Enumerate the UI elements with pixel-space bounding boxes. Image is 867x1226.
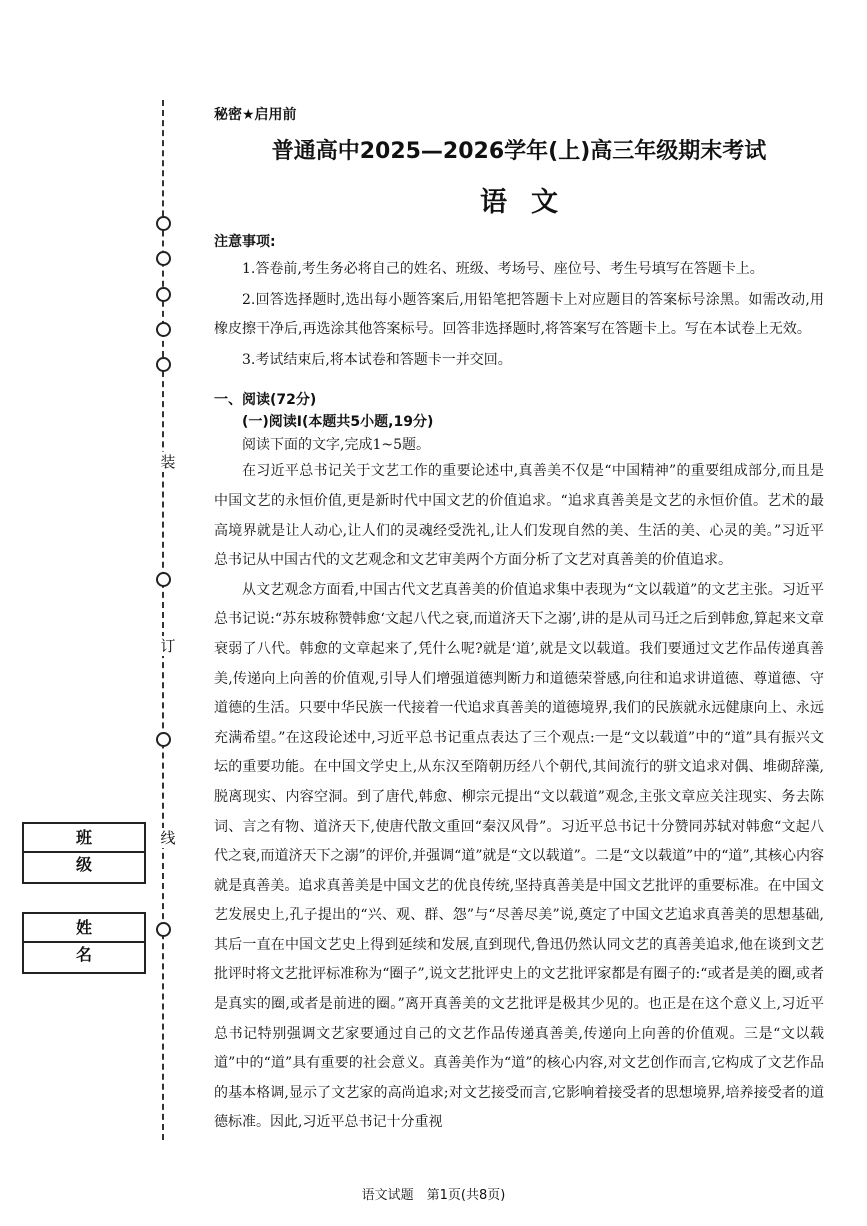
class-label: 班级	[24, 824, 144, 853]
notice-list	[214, 255, 824, 375]
name-label: 姓名	[24, 914, 144, 943]
exam-page-content	[214, 104, 824, 1138]
punch-hole	[156, 322, 171, 337]
punch-hole	[156, 287, 171, 302]
page-footer: 语文试题 第1页(共8页)	[361, 1188, 506, 1203]
binding-char-zhuang: 装	[158, 452, 178, 472]
punch-hole	[156, 732, 171, 747]
binding-char-ding: 订	[158, 636, 178, 656]
notice-heading: 注意事项:	[214, 234, 276, 250]
punch-hole	[156, 251, 171, 266]
punch-hole	[156, 572, 171, 587]
punch-hole	[156, 216, 171, 231]
notice-item: 2.回答选择题时,选出每小题答案后,用铅笔把答题卡上对应题目的答案标号涂黑。如需改动,用橡皮擦干净后,再选涂其他答案标号。回答非选择题时,将答案写在答题卡上。写在本试卷上无效。	[214, 291, 824, 338]
class-box	[22, 822, 146, 884]
section-heading: 一、阅读(72分)	[214, 392, 317, 409]
reading-passage	[214, 457, 824, 1138]
notice-item: 1.答卷前,考生务必将自己的姓名、班级、考场号、座位号、考生号填写在答题卡上。	[242, 261, 764, 277]
passage-paragraph: 从文艺观念方面看,中国古代文艺真善美的价值追求集中表现为“文以载道”的文艺主张。习近平总书记说:“苏东坡称赞韩愈‘文起八代之衰,而道济天下之溺’,讲的是从司马迁之后到韩愈,算起来文章衰弱了八代。韩愈的文章起来了,凭什么呢?就是‘道’,就是文以载道。我们要通过文艺作品传递真善美,传递向上向善的价值观,引导人们增强道德判断力和道德荣誉感,向往和追求讲道德、尊道德、守道德的生活。只要中华民族一代接着一代追求真善美的道德境界,我们的民族就永远健康向上、永远充满希望。”在这段论述中,习近平总书记重点表达了三个观点:一是“文以载道”中的“道”具有振兴文坛的重要功能。在中国文学史上,从东汉至隋朝历经八个朝代,其间流行的骈文追求对偶、堆砌辞藻,脱离现实、内容空洞。到了唐代,韩愈、柳宗元提出“文以载道”观念,主张文章应关注现实、务去陈词、言之有物、道济天下,使唐代散文重回“秦汉风骨”。习近平总书记十分赞同苏轼对韩愈“文起八代之衰,而道济天下之溺”的评价,并强调“道”就是“文以载道”。二是“文以载道”中的“道”,其核心内容就是真善美。追求真善美是中国文艺的优良传统,坚持真善美是中国文艺批评的重要标准。在中国文艺发展史上,孔子提出的“兴、观、群、怨”与“尽善尽美”说,奠定了中国文艺追求真善美的思想基础,其后一直在中国文艺史上得到延续和发展,直到现代,鲁迅仍然认同文艺的真善美追求,他在谈到文艺批评时将文艺批评标准称为“圈子”,说文艺批评史上的文艺批评家都是有圈子的:“或者是美的圈,或者是真实的圈,或者是前进的圈。”离开真善美的文艺批评是极其少见的。也正是在这个意义上,习近平总书记特别强调文艺家要通过自己的文艺作品传递真善美,传递向上向善的价值观。三是“文以载道”中的“道”具有重要的社会意义。真善美作为“道”的核心内容,对文艺创作而言,它构成了文艺作品的基本格调,显示了文艺家的高尚追求;对文艺接受而言,它影响着接受者的思想境界,培养接受者的道德标准。因此,习近平总书记十分重视	[214, 581, 824, 1131]
punch-hole	[156, 922, 171, 937]
reading-instruction: 阅读下面的文字,完成1~5题。	[242, 437, 430, 454]
binding-char-xian: 线	[158, 828, 178, 848]
notice-item: 3.考试结束后,将本试卷和答题卡一并交回。	[242, 351, 512, 368]
name-box	[22, 912, 146, 974]
subject-title: 语文	[480, 187, 582, 218]
passage-paragraph: 在习近平总书记关于文艺工作的重要论述中,真善美不仅是“中国精神”的重要组成部分,而且是中国文艺的永恒价值,更是新时代中国文艺的价值追求。“追求真善美是文艺的永恒价值。艺术的最高境界就是让人动心,让人们的灵魂经受洗礼,让人们发现自然的美、生活的美、心灵的美。”习近平总书记从中国古代的文艺观念和文艺审美两个方面分析了文艺对真善美的价值追求。	[214, 463, 824, 569]
exam-title: 普通高中2025—2026学年(上)高三年级期末考试	[271, 139, 767, 164]
secret-mark: 秘密★启用前	[214, 107, 297, 123]
sub-section-heading: (一)阅读Ⅰ(本题共5小题,19分)	[242, 414, 434, 431]
punch-hole	[156, 357, 171, 372]
